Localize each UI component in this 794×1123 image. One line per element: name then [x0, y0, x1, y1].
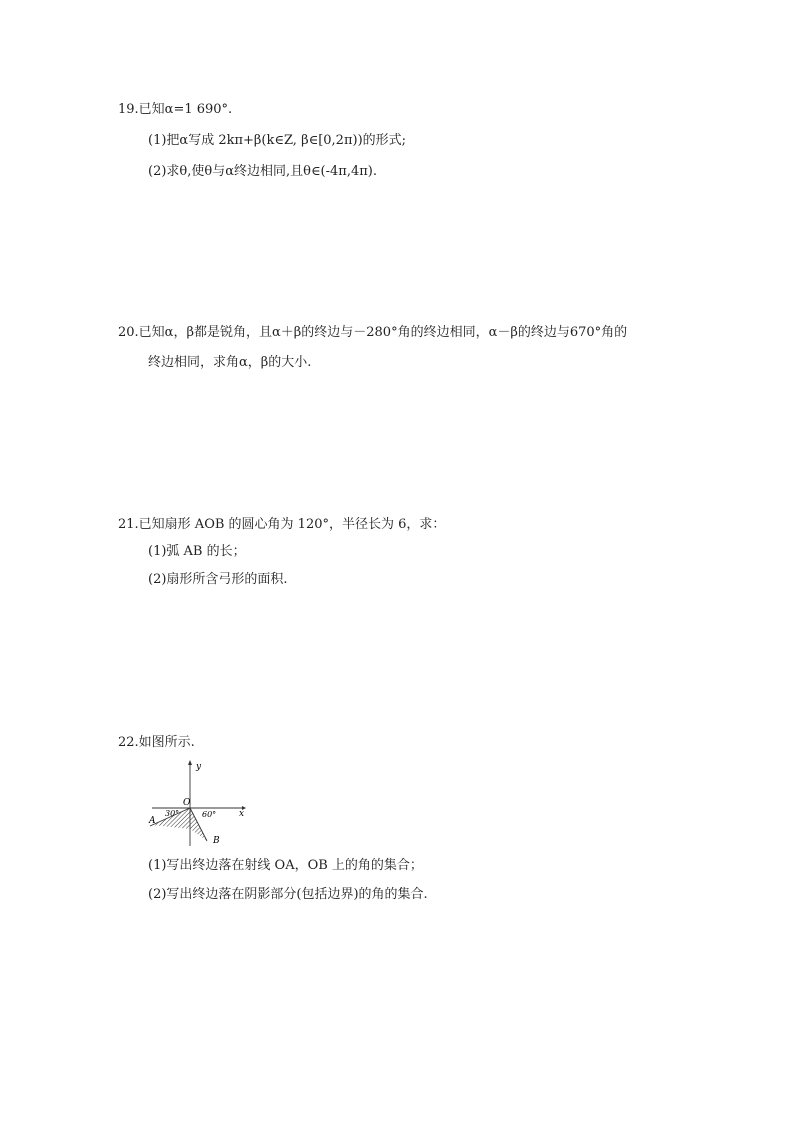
angle-30-label: 30° [165, 809, 180, 818]
y-axis-label: y [196, 762, 202, 772]
problem-21-stem: 21.已知扇形 AOB 的圆心角为 120°，半径长为 6，求： [118, 517, 446, 532]
point-b-label: B [213, 836, 220, 846]
angle-figure [146, 758, 250, 846]
problem-20-stem: 20.已知α，β都是锐角，且α＋β的终边与－280°角的终边相同，α－β的终边与670°角的 [118, 325, 628, 340]
problem-22-part-2: (2)写出终边落在阴影部分(包括边界)的角的集合. [148, 887, 428, 902]
angle-60-label: 60° [202, 810, 217, 819]
x-axis-label: x [239, 809, 245, 819]
problem-22-part-1: (1)写出终边落在射线 OA，OB 上的角的集合； [148, 858, 423, 873]
origin-label: O [183, 798, 191, 808]
y-axis-arrow [188, 760, 192, 765]
problem-19-part-1: (1)把α写成 2kπ+β(k∈Z, β∈[0,2π))的形式; [148, 133, 407, 148]
problem-22-stem: 22.如图所示. [118, 735, 195, 750]
problem-21-part-1: (1)弧 AB 的长； [148, 544, 246, 559]
point-a-label: A [149, 816, 156, 826]
problem-21-part-2: (2)扇形所含弓形的面积. [148, 572, 288, 587]
problem-20-stem-continued: 终边相同，求角α，β的大小. [148, 355, 312, 370]
problem-19-part-2: (2)求θ,使θ与α终边相同,且θ∈(-4π,4π). [148, 164, 377, 179]
problem-19-stem: 19.已知α=1 690°. [118, 102, 233, 117]
